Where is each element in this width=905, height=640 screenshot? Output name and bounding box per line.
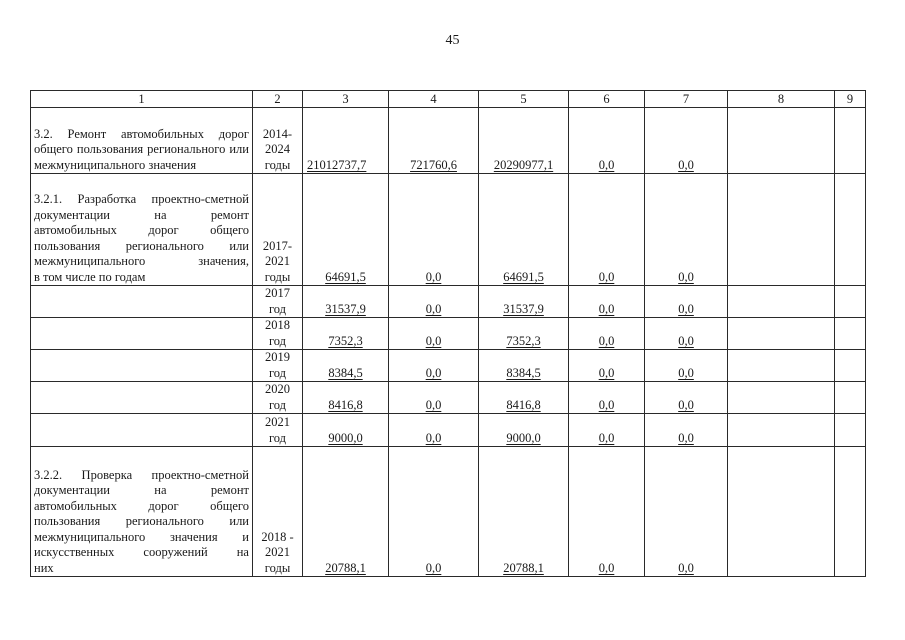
value-cell-c8 [728,382,835,414]
period-cell: 2018 год [253,318,303,350]
value-cell-c5 [479,414,569,447]
value-cell-c6 [569,382,645,414]
value-c7: 0,0 [678,430,694,445]
value-cell-c9 [835,286,866,318]
value-cell-c3 [303,174,389,286]
period-cell: 2020 год [253,382,303,414]
value-cell-c4 [389,414,479,447]
table-row [31,447,866,577]
value-cell-c7 [645,108,728,174]
value-c4: 0,0 [425,397,442,412]
value-c7: 0,0 [678,560,694,575]
row-name-cell [31,447,253,577]
value-c5: 8384,5 [506,365,541,380]
value-cell-c7 [645,414,728,447]
value-cell-c6 [569,447,645,577]
table-row [31,174,866,286]
column-header: 3 [303,91,389,108]
value-cell-c9 [835,350,866,382]
page-number: 45 [445,33,460,48]
table-row [31,382,866,414]
period-cell: 2014-2024 годы [253,108,303,174]
value-cell-c8 [728,414,835,447]
value-cell-c4 [389,174,479,286]
value-cell-c9 [835,382,866,414]
value-cell-c4 [389,447,479,577]
value-cell-c9 [835,108,866,174]
value-c3: 8416,8 [328,397,363,412]
value-c7: 0,0 [678,157,694,172]
value-cell-c3 [303,286,389,318]
row-name-cell [31,108,253,174]
value-cell-c7 [645,447,728,577]
table-row [31,286,866,318]
value-cell-c5 [479,382,569,414]
column-header: 1 [31,91,253,108]
value-cell-c4 [389,286,479,318]
value-c3: 7352,3 [328,333,363,348]
value-cell-c4 [389,108,479,174]
value-cell-c7 [645,318,728,350]
value-c4: 721760,6 [410,157,457,172]
value-cell-c8 [728,108,835,174]
value-c5: 31537,9 [503,301,544,316]
value-cell-c8 [728,318,835,350]
period-cell: 2017-2021 годы [253,174,303,286]
row-name-last-line: них [34,560,54,575]
value-c3: 31537,9 [325,301,366,316]
value-c4: 0,0 [425,333,442,348]
value-cell-c9 [835,318,866,350]
budget-table [30,90,866,577]
value-c6: 0,0 [598,397,615,412]
table-row [31,414,866,447]
value-cell-c3 [303,414,389,447]
period-cell: 2021 год [253,414,303,447]
value-cell-c7 [645,286,728,318]
value-cell-c3 [303,318,389,350]
row-name-last-line: в том числе по годам [34,269,146,284]
value-cell-c9 [835,447,866,577]
value-c6: 0,0 [598,301,615,316]
period-cell: 2018 - 2021 годы [253,447,303,577]
value-c5: 9000,0 [506,430,541,445]
value-c5: 8416,8 [506,397,541,412]
value-cell-c6 [569,318,645,350]
column-header: 6 [569,91,645,108]
value-cell-c7 [645,350,728,382]
value-cell-c3 [303,382,389,414]
value-c4: 0,0 [425,365,442,380]
value-c3: 8384,5 [328,365,363,380]
row-name: 3.2. Ремонт автомобильных дорог общего пользования регионального или [34,126,249,156]
row-name-cell [31,318,253,350]
value-c7: 0,0 [678,269,694,284]
value-cell-c8 [728,447,835,577]
value-cell-c7 [645,174,728,286]
value-cell-c8 [728,286,835,318]
value-cell-c6 [569,350,645,382]
value-c5: 20788,1 [503,560,544,575]
column-header: 8 [728,91,835,108]
value-c3: 64691,5 [325,269,366,284]
column-header: 7 [645,91,728,108]
value-cell-c6 [569,286,645,318]
value-cell-c5 [479,286,569,318]
row-name-cell [31,350,253,382]
row-name: 3.2.2. Проверка проектно-сметной документации на ремонт автомобильных дорог общего пользования регионального или межмуниципального значения и искусственных сооружений на [34,467,249,559]
value-c4: 0,0 [425,560,442,575]
column-header: 5 [479,91,569,108]
value-c6: 0,0 [598,365,615,380]
row-name-cell [31,382,253,414]
value-cell-c4 [389,382,479,414]
value-c5: 20290977,1 [493,157,554,172]
value-cell-c6 [569,108,645,174]
value-cell-c6 [569,414,645,447]
column-header: 9 [835,91,866,108]
value-cell-c5 [479,174,569,286]
value-cell-c5 [479,108,569,174]
value-c7: 0,0 [678,333,694,348]
table-row [31,108,866,174]
value-c4: 0,0 [425,269,442,284]
value-c6: 0,0 [598,269,615,284]
value-c5: 64691,5 [503,269,544,284]
value-cell-c8 [728,350,835,382]
value-c5: 7352,3 [506,333,541,348]
period-cell: 2019 год [253,350,303,382]
table-row [31,350,866,382]
row-name-cell [31,286,253,318]
column-header: 2 [253,91,303,108]
value-c6: 0,0 [598,430,615,445]
value-c6: 0,0 [598,157,615,172]
value-cell-c5 [479,447,569,577]
value-cell-c5 [479,350,569,382]
table-row [31,318,866,350]
value-c7: 0,0 [678,365,694,380]
table-header-row [31,91,866,108]
value-cell-c3 [303,108,389,174]
value-c3: 20788,1 [325,560,366,575]
value-cell-c5 [479,318,569,350]
period-cell: 2017 год [253,286,303,318]
value-c4: 0,0 [425,301,442,316]
value-c6: 0,0 [598,333,615,348]
value-c3: 9000,0 [328,430,363,445]
value-c7: 0,0 [678,397,694,412]
row-name: 3.2.1. Разработка проектно-сметной документации на ремонт автомобильных дорог общего пользования регионального или межмуниципального значения, [34,192,249,268]
value-cell-c3 [303,447,389,577]
value-cell-c4 [389,350,479,382]
value-c4: 0,0 [425,430,442,445]
value-cell-c3 [303,350,389,382]
value-c3: 21012737,7 [307,157,367,172]
value-cell-c8 [728,174,835,286]
column-header: 4 [389,91,479,108]
row-name-last-line: межмуниципального значения [34,157,197,172]
value-cell-c6 [569,174,645,286]
value-cell-c4 [389,318,479,350]
value-cell-c9 [835,174,866,286]
row-name-cell [31,414,253,447]
value-c6: 0,0 [598,560,615,575]
value-cell-c9 [835,414,866,447]
value-c7: 0,0 [678,301,694,316]
value-cell-c7 [645,382,728,414]
row-name-cell [31,174,253,286]
